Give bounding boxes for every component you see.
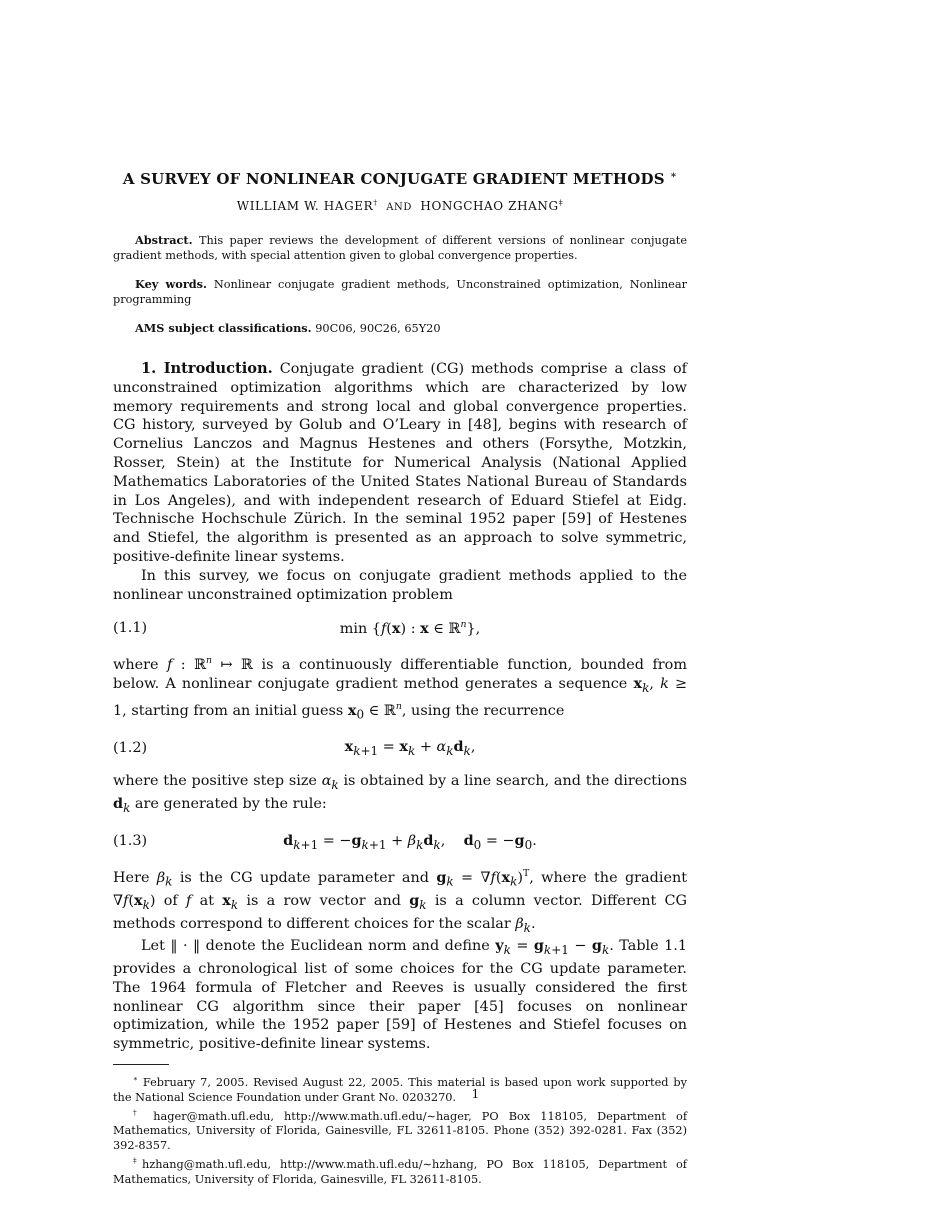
footnote-3: ‡hzhang@math.ufl.edu, http://www.math.ufl.edu/∼hzhang, PO Box 118105, Department of Mathematics, University of Florida, Gainesville, FL 32611-8105. xyxy=(113,1156,687,1187)
keywords-text: Nonlinear conjugate gradient methods, Unconstrained optimization, Nonlinear programming xyxy=(113,278,687,306)
intro-paragraph-5: Here $\beta_k$ is the CG update parameter and $g_k = \nabla f(x_k)^T$, where the gradient $\nabla f(x_k)$ of f at $x_k$ is a row vector and $g_k$ is a column vector. Different CG methods correspond to different choices for the scalar $\beta_k$. xyxy=(113,868,688,935)
ams-text: 90C06, 90C26, 65Y20 xyxy=(315,322,441,335)
author-1: WILLIAM W. HAGER xyxy=(236,199,374,213)
abstract-text: This paper reviews the development of different versions of nonlinear conjugate gradient methods, with special attention given to global convergence properties. xyxy=(113,234,688,262)
intro-paragraph-1: 1. Introduction. Conjugate gradient (CG) methods comprise a class of unconstrained optimization algorithms which are characterized by low memory requirements and strong local and global convergence properties. CG history, surveyed by Golub and O’Leary in [48], begins with research of Cornelius Lanczos and Magnus Hestenes and others (Forsythe, Motzkin, Rosser, Stein) at the Institute for Numerical Analysis (National Applied Mathematics Laboratories of the United States National Bureau of Standards in Los Angeles), and with independent research of Eduard Stiefel at Eidg. Technische Hochschule Zürich. In the seminal 1952 paper [59] of Hestenes and Stiefel, the algorithm is presented as an approach to solve symmetric, positive-definite linear systems. xyxy=(113,360,688,565)
equation-body: $x_{k+1} = x_k + \alpha_kd_k$, xyxy=(344,738,476,759)
abstract xyxy=(113,233,687,263)
equation-number: (1.3) xyxy=(113,833,148,850)
footnote-1: ∗ February 7, 2005. Revised August 22, 2005. This material is based upon work supported by the National Science Foundation under Grant No. 0203270. xyxy=(113,1073,688,1104)
equation-number: (1.2) xyxy=(113,740,148,757)
keywords-label: Key words. xyxy=(135,277,207,291)
equation-1-2 xyxy=(113,728,687,768)
paper-page xyxy=(113,170,687,1187)
ams-classifications xyxy=(113,321,687,336)
author-2: HONGCHAO ZHANG xyxy=(420,199,559,213)
ams-label: AMS subject classifications. xyxy=(135,321,312,335)
equation-body: $d_{k+1} = -g_{k+1} + \beta_kd_k$, $d_0 = -g_0$. xyxy=(283,831,537,852)
footnote-2: † hager@math.ufl.edu, http://www.math.ufl.edu/∼hager, PO Box 118105, Department of Mathematics, University of Florida, Gainesville, FL 32611-8105. Phone (352) 392-0281. Fax (352) 392-8357. xyxy=(113,1107,687,1153)
equation-1-1 xyxy=(113,608,687,648)
abstract-label: Abstract. xyxy=(135,233,193,247)
author-line: WILLIAM W. HAGER† AND HONGCHAO ZHANG‡ xyxy=(236,198,564,213)
section-heading: 1. Introduction. xyxy=(141,360,273,377)
paper-title: A SURVEY OF NONLINEAR CONJUGATE GRADIENT METHODS ∗ xyxy=(122,170,678,188)
page-number: 1 xyxy=(471,1087,480,1101)
equation-body: min {f(x) : x ∈ ℝ$^n$}, xyxy=(339,619,481,638)
author-conjunction: AND xyxy=(386,202,412,213)
keywords xyxy=(113,277,687,307)
title-footnote-mark: ∗ xyxy=(670,170,678,181)
intro-paragraph-3: where f : ℝ$^n$ ↦ ℝ is a continuously differentiable function, bounded from below. A nonlinear conjugate gradient method generates a sequence $x_k$, k ≥ 1, starting from an initial guess $x_0$ ∈ ℝ$^n$, using the recurrence xyxy=(113,655,687,722)
equation-1-3 xyxy=(113,821,687,861)
intro-paragraph-4: where the positive step size $\alpha_k$ is obtained by a line search, and the directions $d_k$ are generated by the rule: xyxy=(113,773,687,815)
intro-paragraph-6: Let ‖ · ‖ denote the Euclidean norm and define $y_k = g_{k+1} - g_k$. Table 1.1 provides a chronological list of some choices for the CG update parameter. The 1964 formula of Fletcher and Reeves is usually considered the first nonlinear CG algorithm since their paper [45] focuses on nonlinear optimization, while the 1952 paper [59] of Hestenes and Stiefel focuses on symmetric, positive-definite linear systems. xyxy=(113,937,688,1053)
intro-paragraph-2: In this survey, we focus on conjugate gradient methods applied to the nonlinear unconstrained optimization problem xyxy=(113,567,687,603)
equation-number: (1.1) xyxy=(113,620,148,637)
footnote-divider xyxy=(113,1064,169,1065)
